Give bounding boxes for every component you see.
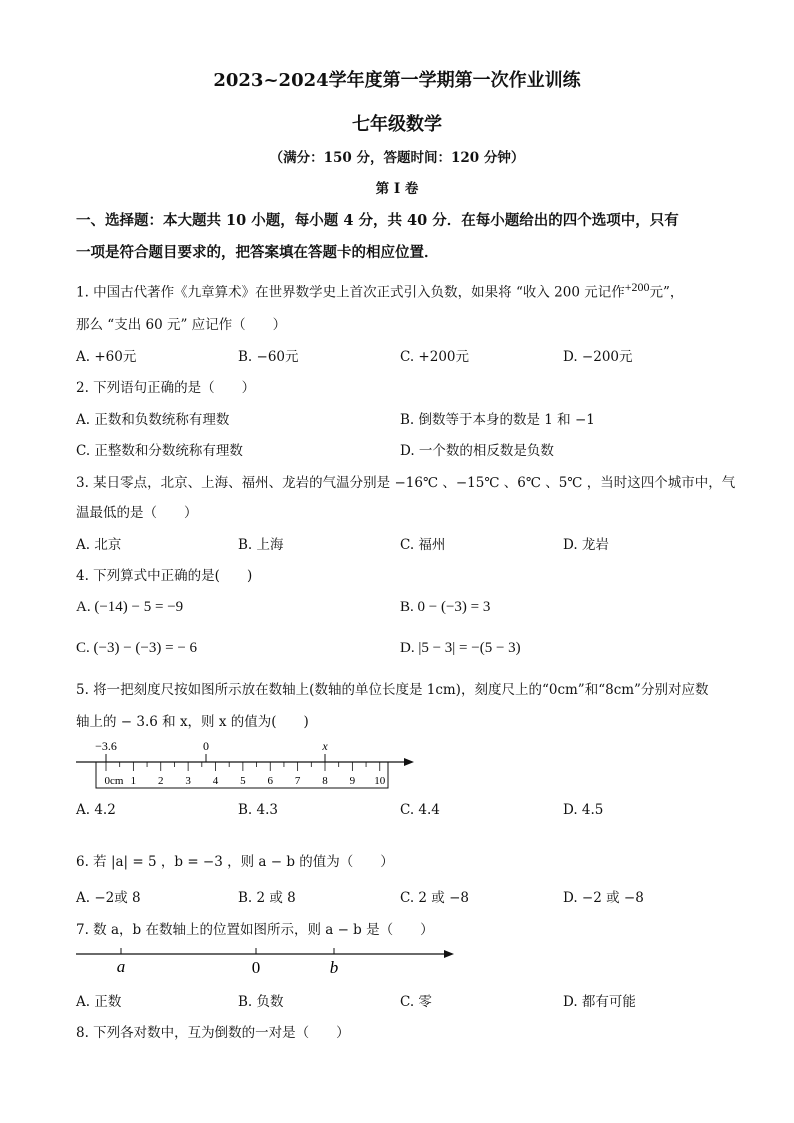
- subject-title: 七年级数学: [352, 114, 442, 135]
- q5-ruler-label: 3: [185, 775, 191, 787]
- q7-stem: 7. 数 a，b 在数轴上的位置如图所示，则 a − b 是（ ）: [76, 922, 434, 938]
- section-instructions-line1: 一、选择题：本大题共 10 小题，每小题 4 分，共 40 分．在每小题给出的四个选项中，只有: [76, 212, 679, 229]
- q5-ruler-figure: [70, 736, 420, 792]
- q5-option-c: C. 4.4: [400, 802, 440, 818]
- q7-option-c: C. 零: [400, 994, 432, 1010]
- q5-ruler-label: 8: [322, 775, 328, 787]
- q7-option-b: B. 负数: [238, 994, 284, 1010]
- q4-stem: 4. 下列算式中正确的是( ): [76, 568, 253, 584]
- q5-axis-arrow: [404, 758, 414, 766]
- q2-option-a: A. 正数和负数统称有理数: [76, 412, 230, 428]
- q7-axis-arrow: [444, 950, 454, 958]
- q3-option-d: D. 龙岩: [563, 537, 609, 553]
- q5-ruler-label: 10: [374, 775, 386, 787]
- q6-option-a: A. −2或 8: [76, 890, 141, 906]
- q1-line1: [76, 280, 683, 301]
- q4-option-d: D. |5 − 3| = −(5 − 3): [400, 640, 521, 656]
- q2-option-d: D. 一个数的相反数是负数: [400, 443, 554, 459]
- q3-option-b: B. 上海: [238, 537, 284, 553]
- q6-option-d: D. −2 或 −8: [563, 890, 644, 906]
- q1-option-a: A. +60元: [76, 349, 137, 365]
- q6-stem: 6. 若 |a| = 5 ，b = −3 ，则 a − b 的值为（ ）: [76, 854, 394, 870]
- q7-label-b: b: [329, 958, 339, 977]
- q5-ruler-label: 4: [212, 775, 219, 787]
- q2-option-c: C. 正整数和分数统称有理数: [76, 443, 243, 459]
- q5-label-x: x: [322, 739, 328, 753]
- section-instructions-line2: 一项是符合题目要求的，把答案填在答题卡的相应位置．: [76, 244, 439, 261]
- q3-option-c: C. 福州: [400, 537, 446, 553]
- q5-option-d: D. 4.5: [563, 802, 604, 818]
- q1-option-d: D. −200元: [563, 349, 633, 365]
- q5-ruler-label: 0cm: [104, 775, 124, 787]
- score-time: （满分：150 分，答题时间：120 分钟）: [269, 150, 525, 166]
- q5-line2: 轴上的 − 3.6 和 x，则 x 的值为( ): [76, 714, 309, 730]
- q5-ruler-labels: [105, 775, 386, 787]
- q5-ruler-label: 5: [240, 775, 246, 787]
- q1-yuan: 元”，: [649, 284, 684, 301]
- q5-ruler-label: 7: [294, 775, 301, 787]
- q3-line2: 温最低的是（ ）: [76, 505, 198, 521]
- q1-option-b: B. −60元: [238, 349, 299, 365]
- q3-line1: 3. 某日零点，北京、上海、福州、龙岩的气温分别是 −16℃ 、−15℃ 、6℃ 、5℃ ，当时这四个城市中，气: [76, 475, 736, 491]
- q7-number-line-figure: [72, 942, 462, 978]
- q5-option-a: A. 4.2: [76, 802, 116, 818]
- volume-label: 第 I 卷: [375, 181, 419, 197]
- q5-line1: 5. 将一把刻度尺按如图所示放在数轴上(数轴的单位长度是 1cm)，刻度尺上的“0cm”和“8cm”分别对应数: [76, 682, 709, 698]
- q5-label-neg36: −3.6: [95, 739, 117, 753]
- q5-ruler-label: 9: [349, 775, 356, 787]
- q8-stem: 8. 下列各对数中，互为倒数的一对是（ ）: [76, 1025, 350, 1041]
- q2-option-b: B. 倒数等于本身的数是 1 和 −1: [400, 412, 595, 428]
- q7-label-a: a: [116, 957, 126, 976]
- q4-option-a: A. (−14) − 5 = −9: [76, 599, 184, 615]
- q1-option-c: C. +200元: [400, 349, 470, 365]
- q7-option-d: D. 都有可能: [563, 994, 636, 1010]
- q5-ruler-label: 2: [158, 775, 164, 787]
- q5-ruler-label: 1: [130, 775, 137, 787]
- q4-option-c: C. (−3) − (−3) = − 6: [76, 640, 198, 656]
- q5-ruler-label: 6: [267, 775, 273, 787]
- q2-stem: 2. 下列语句正确的是（ ）: [76, 380, 256, 396]
- q3-option-a: A. 北京: [76, 537, 122, 553]
- q1-line2: 那么 “支出 60 元” 应记作（ ）: [76, 317, 287, 333]
- q7-label-zero: 0: [251, 958, 261, 977]
- q6-option-b: B. 2 或 8: [238, 890, 296, 906]
- q4-option-b: B. 0 − (−3) = 3: [400, 599, 491, 615]
- q5-ruler-ticks: [106, 762, 380, 771]
- exam-title: 2023~2024学年度第一学期第一次作业训练: [213, 70, 581, 91]
- q5-label-zero: 0: [203, 739, 209, 753]
- q6-option-c: C. 2 或 −8: [400, 890, 470, 906]
- q1-plus200: +200: [624, 280, 650, 294]
- q5-option-b: B. 4.3: [238, 802, 278, 818]
- q7-option-a: A. 正数: [76, 994, 122, 1010]
- q1-stem-text: 1. 中国古代著作《九章算术》在世界数学史上首次正式引入负数，如果将 “收入 200 元记作: [76, 284, 625, 301]
